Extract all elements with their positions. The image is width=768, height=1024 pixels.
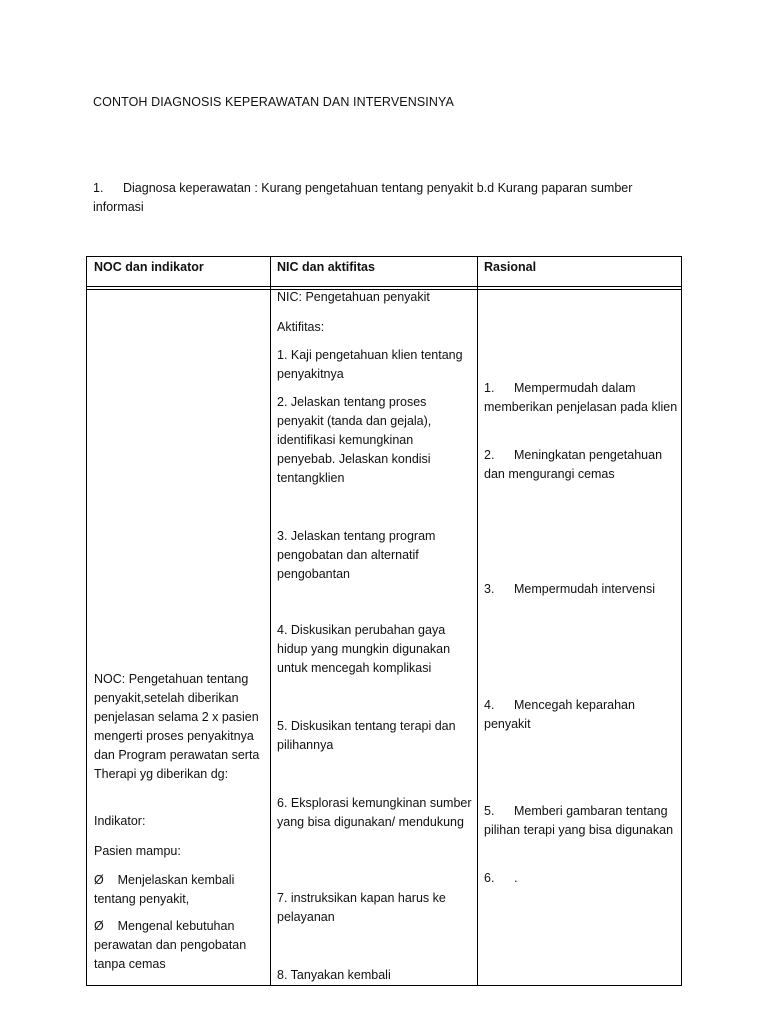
rasional-item: 5. Memberi gambaran tentang pilihan terapi yang bisa digunakan [484, 804, 674, 837]
noc-intro: NOC: Pengetahuan tentang penyakit,setelah diberikan penjelasan selama 2 x pasien mengerti proses penyakitnya dan Program perawatan serta Therapi yg diberikan dg: [94, 672, 260, 781]
rasional-item: 6. . [484, 871, 518, 885]
nic-item: 5. Diskusikan tentang terapi dan pilihannya [277, 719, 456, 752]
nic-item: 4. Diskusikan perubahan gaya hidup yang mungkin digunakan untuk mencegah komplikasi [277, 623, 451, 675]
nic-title: NIC: Pengetahuan penyakit [277, 290, 430, 304]
nic-item: 8. Tanyakan kembali [277, 968, 391, 982]
bullet-icon: Ø [94, 873, 104, 887]
nic-aktifitas: Aktifitas: [277, 320, 325, 334]
rasional-item: 1. Mempermudah dalam memberikan penjelasan pada klien [484, 381, 678, 414]
document-title: CONTOH DIAGNOSIS KEPERAWATAN DAN INTERVENSINYA [93, 95, 454, 109]
noc-pasien-mampu: Pasien mampu: [94, 844, 181, 858]
column-divider [270, 257, 271, 985]
nic-item: 1. Kaji pengetahuan klien tentang penyakitnya [277, 348, 463, 381]
column-divider [477, 257, 478, 985]
noc-indikator: Indikator: [94, 814, 146, 828]
rasional-item: 2. Meningkatan pengetahuan dan mengurangi cemas [484, 448, 663, 481]
intervention-table [86, 256, 682, 986]
nic-item: 7. instruksikan kapan harus ke pelayanan [277, 891, 446, 924]
header-nic: NIC dan aktifitas [277, 260, 375, 274]
noc-bullet-2: Ø Mengenal kebutuhan perawatan dan pengobatan tanpa cemas [94, 919, 247, 971]
nic-item: 2. Jelaskan tentang proses penyakit (tanda dan gejala), identifikasi kemungkinan penyebab. Jelaskan kondisi tentangklien [277, 395, 432, 485]
diagnosis-number: 1. [93, 181, 104, 195]
nic-item: 3. Jelaskan tentang program pengobatan dan alternatif pengobantan [277, 529, 436, 581]
header-noc: NOC dan indikator [94, 260, 204, 274]
header-rasional: Rasional [484, 260, 537, 274]
rasional-item: 3. Mempermudah intervensi [484, 582, 656, 596]
diagnosis-text: Diagnosa keperawatan : Kurang pengetahuan tentang penyakit b.d Kurang paparan sumber informasi [93, 181, 633, 214]
nic-item: 6. Eksplorasi kemungkinan sumber yang bisa digunakan/ mendukung [277, 796, 472, 829]
diagnosis-paragraph [93, 179, 678, 217]
rasional-item: 4. Mencegah keparahan penyakit [484, 698, 635, 731]
bullet-icon: Ø [94, 919, 104, 933]
header-divider [87, 286, 681, 287]
noc-bullet-1: Ø Menjelaskan kembali tentang penyakit, [94, 873, 235, 906]
